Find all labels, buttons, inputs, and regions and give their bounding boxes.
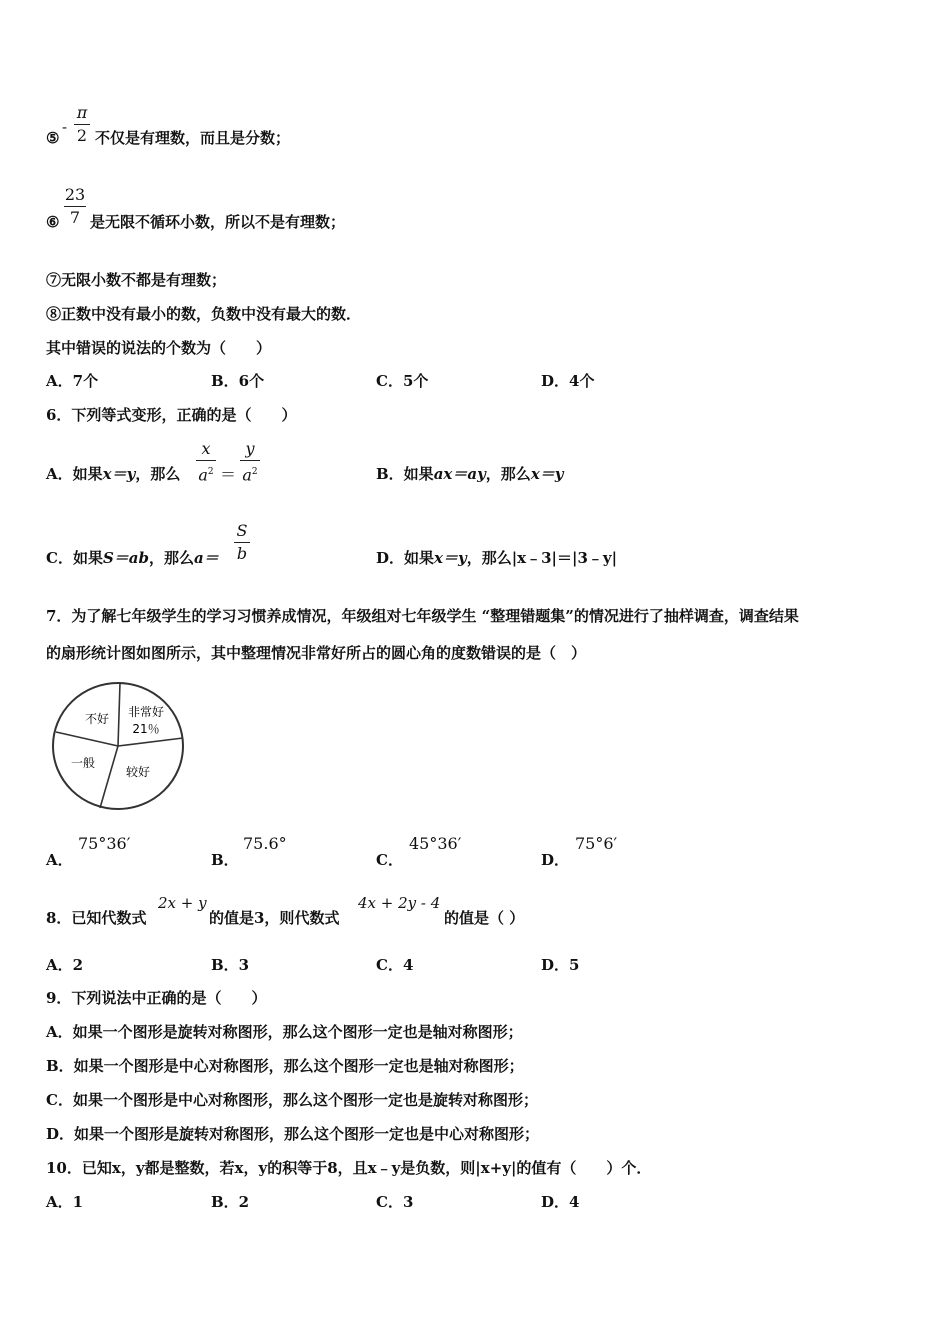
item-5-sign: -: [62, 118, 68, 136]
q9-option-b[interactable]: B．如果一个图形是中心对称图形，那么这个图形一定也是轴对称图形；: [46, 1057, 524, 1075]
q7-option-c-value[interactable]: 45°36′: [409, 834, 462, 853]
q5-option-a[interactable]: A．7个: [46, 372, 99, 390]
q6-c-then: ，那么: [149, 549, 195, 567]
q9-option-c[interactable]: C．如果一个图形是中心对称图形，那么这个图形一定也是旋转对称图形；: [46, 1091, 538, 1109]
question-10-stem: 10．已知x，y都是整数，若x，y的积等于8，且x﹣y是负数，则|x+y|的值有（ ）个．: [46, 1159, 652, 1177]
item-5-text: 不仅是有理数，而且是分数；: [95, 129, 291, 147]
q6-a-exp-left: 2: [207, 467, 214, 477]
q6-option-c[interactable]: [46, 548, 219, 568]
q6-d-label: D．如果: [376, 549, 435, 567]
item-6-numerator: 23: [64, 185, 86, 204]
fraction-bar: [74, 124, 90, 125]
q7-option-b-value[interactable]: 75.6°: [243, 834, 287, 853]
q5-option-c[interactable]: C．5个: [376, 372, 429, 390]
q6-a-fraction-left: [196, 440, 216, 484]
q6-a-fraction-right: [240, 440, 260, 484]
pie-label-average: 一般: [70, 756, 96, 770]
q8-option-b[interactable]: B．3: [211, 956, 250, 974]
q6-a-den-right-base: a: [242, 465, 252, 485]
q6-c-result: a＝: [194, 549, 219, 567]
q6-b-condition: ax＝ay: [433, 465, 486, 483]
q7-option-a-letter[interactable]: A．: [46, 851, 73, 869]
q5-option-d[interactable]: D．4个: [541, 372, 595, 390]
question-8-expr-1: 2x + y: [158, 894, 207, 912]
question-5-prompt: 其中错误的说法的个数为（ ）: [46, 339, 272, 357]
q8-option-a[interactable]: A．2: [46, 956, 84, 974]
q6-a-den-left-base: a: [198, 465, 208, 485]
question-8-part-2: 的值是3，则代数式: [209, 909, 340, 927]
q9-option-d[interactable]: D．如果一个图形是旋转对称图形，那么这个图形一定也是中心对称图形；: [46, 1125, 540, 1143]
q5-option-b[interactable]: B．6个: [211, 372, 265, 390]
pie-chart: [50, 680, 190, 815]
fraction-bar: [240, 460, 260, 461]
q6-option-b[interactable]: [376, 464, 563, 484]
q10-option-b[interactable]: B．2: [211, 1193, 250, 1211]
q7-option-a-value[interactable]: 75°36′: [78, 834, 131, 853]
q10-option-a[interactable]: A．1: [46, 1193, 84, 1211]
q6-c-denominator: b: [236, 544, 248, 563]
q6-a-then: ，那么: [135, 465, 181, 483]
q8-option-c[interactable]: C．4: [376, 956, 414, 974]
item-5-numerator: π: [76, 103, 88, 122]
item-7-marker: ⑦: [46, 271, 62, 289]
question-6-stem: 6．下列等式变形，正确的是（ ）: [46, 406, 297, 424]
q6-option-d[interactable]: [376, 548, 617, 568]
question-9-stem: 9．下列说法中正确的是（ ）: [46, 989, 267, 1007]
item-7: [46, 270, 226, 290]
question-8-expr-2: 4x + 2y - 4: [358, 894, 441, 912]
q10-option-c[interactable]: C．3: [376, 1193, 414, 1211]
q7-option-b-letter[interactable]: B．: [211, 851, 239, 869]
question-8-part-3: 的值是（ ）: [444, 909, 525, 927]
q6-c-condition: S＝ab: [102, 549, 149, 567]
q6-option-a[interactable]: [46, 464, 180, 484]
q7-option-d-letter[interactable]: D．: [541, 851, 570, 869]
q6-b-result: x＝y: [530, 465, 564, 483]
pie-label-good: 较好: [125, 765, 151, 779]
q6-d-then: ，那么|x﹣3|＝|3﹣y|: [466, 549, 618, 567]
item-5-fraction: [74, 104, 90, 145]
item-6-denominator: 7: [69, 208, 81, 227]
item-6-marker: ⑥: [46, 213, 60, 231]
q6-b-label: B．如果: [376, 465, 434, 483]
q10-option-d[interactable]: D．4: [541, 1193, 580, 1211]
item-6-fraction: [64, 186, 86, 227]
q6-a-condition: x＝y: [102, 465, 136, 483]
q6-a-equals: ＝: [220, 465, 237, 484]
q6-a-num-left: x: [201, 439, 211, 458]
question-8-part-1: 8．已知代数式: [46, 909, 147, 927]
item-7-text: 无限小数不都是有理数；: [61, 271, 227, 289]
pie-label-percent: 21％: [132, 722, 160, 736]
q9-option-a[interactable]: A．如果一个图形是旋转对称图形，那么这个图形一定也是轴对称图形；: [46, 1023, 523, 1041]
q8-option-d[interactable]: D．5: [541, 956, 580, 974]
q6-a-num-right: y: [245, 439, 255, 458]
question-7-line-1: 7．为了解七年级学生的学习习惯养成情况，年级组对七年级学生 “整理错题集”的情况进行了抽样调查，调查结果: [46, 607, 799, 625]
item-6-text: 是无限不循环小数，所以不是有理数；: [90, 213, 346, 231]
q6-d-condition: x＝y: [434, 549, 467, 567]
item-8: [46, 304, 361, 324]
q6-c-label: C．如果: [46, 549, 103, 567]
q6-a-den-right: [240, 463, 260, 484]
item-5: [46, 128, 59, 148]
q6-a-label: A．如果: [46, 465, 103, 483]
q6-a-exp-right: 2: [251, 467, 258, 477]
q6-c-fraction: [234, 522, 250, 563]
pie-label-bad: 不好: [84, 712, 110, 726]
pie-label-very-good: 非常好: [127, 705, 165, 719]
item-8-marker: ⑧: [46, 305, 62, 323]
q6-b-then: ，那么: [485, 465, 531, 483]
question-7-line-2: 的扇形统计图如图所示，其中整理情况非常好所占的圆心角的度数错误的是（ ）: [46, 644, 587, 662]
fraction-bar: [196, 460, 216, 461]
q6-a-den-left: [196, 463, 216, 484]
q6-c-numerator: S: [236, 521, 248, 540]
item-8-text: 正数中没有最小的数，负数中没有最大的数．: [61, 305, 362, 323]
q7-option-d-value[interactable]: 75°6′: [575, 834, 618, 853]
fraction-bar: [234, 542, 250, 543]
q7-option-c-letter[interactable]: C．: [376, 851, 403, 869]
item-5-marker: ⑤: [46, 129, 60, 147]
fraction-bar: [64, 206, 86, 207]
item-5-denominator: 2: [76, 126, 88, 145]
